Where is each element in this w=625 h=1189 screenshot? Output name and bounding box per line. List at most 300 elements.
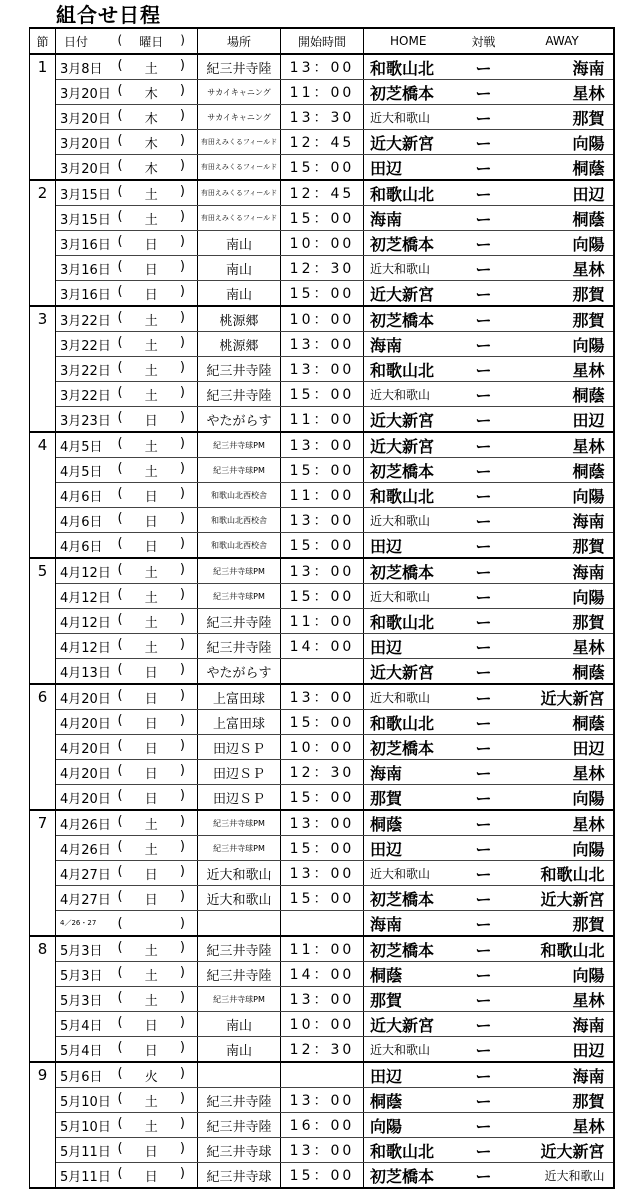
home-team: 近大新宮 [364,1012,456,1037]
paren-open: ( [117,813,123,829]
day-of-week: 日 [144,867,158,883]
vs-dash: ー [456,332,512,357]
home-team: 海南 [364,911,456,937]
venue: 紀三井寺球PM [198,987,281,1012]
vs-dash: ー [456,155,512,181]
round-number [30,1113,56,1138]
paren-open: ( [117,510,123,526]
vs-dash: ー [456,987,512,1012]
paren-open: ( [117,435,123,451]
day-of-week: 木 [144,161,158,177]
round-number: 5 [30,558,56,584]
paren-close: ) [179,82,185,98]
paren-open: ( [117,258,123,274]
match-day-of-week [118,1088,198,1113]
paren-close: ) [179,1065,185,1081]
match-day-of-week [118,130,198,155]
vs-dash: ー [456,508,512,533]
paren-close: ) [179,409,185,425]
round-number [30,861,56,886]
day-of-week: 土 [144,363,158,379]
vs-dash: ー [456,80,512,105]
match-date: 4月20日 [56,735,118,760]
away-team: 向陽 [512,130,614,155]
paren-close: ) [179,661,185,677]
away-team: 海南 [512,54,614,80]
match-day-of-week [118,836,198,861]
paren-open: ( [117,1140,123,1156]
paren-open: ( [117,1165,123,1181]
day-of-week: 日 [144,413,158,429]
home-team: 和歌山北 [364,710,456,735]
vs-dash: ー [456,911,512,937]
paren-open: ( [117,989,123,1005]
away-team: 星林 [512,987,614,1012]
match-day-of-week [118,1037,198,1063]
header-paren-close: ) [180,32,185,47]
header-away: AWAY [512,28,614,54]
match-day-of-week [118,508,198,533]
away-team: 向陽 [512,231,614,256]
paren-close: ) [179,838,185,854]
header-time: 開始時間 [281,28,364,54]
table-row [30,810,614,836]
vs-dash: ー [456,558,512,584]
vs-dash: ー [456,609,512,634]
day-of-week: 土 [144,187,158,203]
away-team: 那賀 [512,911,614,937]
match-date: 3月20日 [56,105,118,130]
match-date: 4月12日 [56,634,118,659]
paren-close: ) [179,964,185,980]
paren-open: ( [117,687,123,703]
vs-dash: ー [456,936,512,962]
home-team: 近大新宮 [364,130,456,155]
match-day-of-week [118,382,198,407]
match-date: 5月4日 [56,1037,118,1063]
paren-close: ) [179,132,185,148]
paren-open: ( [117,334,123,350]
match-date: 5月11日 [56,1163,118,1189]
home-team: 初芝橋本 [364,1163,456,1189]
start-time: 13：00 [281,810,364,836]
paren-close: ) [179,1090,185,1106]
match-date: 4月26日 [56,836,118,861]
home-team: 田辺 [364,533,456,559]
paren-open: ( [117,964,123,980]
match-date: 4月5日 [56,432,118,458]
day-of-week: 土 [144,1094,158,1110]
home-team: 田辺 [364,836,456,861]
home-team: 和歌山北 [364,609,456,634]
paren-open: ( [117,863,123,879]
match-date: 4月12日 [56,609,118,634]
home-team: 初芝橋本 [364,735,456,760]
away-team: 桐蔭 [512,710,614,735]
venue: 有田えみくるフィールド [198,206,281,231]
venue: 有田えみくるフィールド [198,180,281,206]
table-row [30,407,614,433]
paren-open: ( [117,208,123,224]
away-team: 海南 [512,1062,614,1088]
table-row [30,558,614,584]
start-time: 13：00 [281,357,364,382]
paren-open: ( [117,561,123,577]
home-team: 初芝橋本 [364,306,456,332]
away-team: 向陽 [512,836,614,861]
home-team: 近大和歌山 [364,861,456,886]
vs-dash: ー [456,357,512,382]
match-date: 4／26・27 [56,911,118,937]
home-team: 近大新宮 [364,281,456,307]
table-row [30,785,614,811]
day-of-week: 土 [144,1119,158,1135]
day-of-week: 土 [144,817,158,833]
match-date: 4月12日 [56,584,118,609]
table-row [30,584,614,609]
start-time [281,1062,364,1088]
start-time: 11：00 [281,609,364,634]
home-team: 桐蔭 [364,810,456,836]
match-date: 5月10日 [56,1088,118,1113]
vs-dash: ー [456,836,512,861]
venue: 紀三井寺球 [198,1138,281,1163]
table-row [30,1012,614,1037]
header-paren-open: ( [117,32,123,47]
day-of-week: 日 [144,489,158,505]
home-team: 田辺 [364,1062,456,1088]
vs-dash: ー [456,584,512,609]
match-day-of-week [118,206,198,231]
venue: 紀三井寺球PM [198,458,281,483]
table-row [30,886,614,911]
away-team: 和歌山北 [512,936,614,962]
paren-close: ) [179,1014,185,1030]
home-team: 初芝橋本 [364,80,456,105]
round-number [30,80,56,105]
round-number [30,634,56,659]
home-team: 那賀 [364,785,456,811]
start-time: 13：00 [281,861,364,886]
round-number [30,206,56,231]
venue: やたがらす [198,659,281,685]
match-day-of-week [118,987,198,1012]
match-day-of-week [118,533,198,559]
venue: 上富田球 [198,710,281,735]
table-row [30,1163,614,1189]
home-team: 近大和歌山 [364,508,456,533]
table-row [30,634,614,659]
table-row [30,155,614,181]
home-team: 那賀 [364,987,456,1012]
paren-open: ( [117,915,123,931]
paren-close: ) [179,888,185,904]
table-row [30,281,614,307]
match-day-of-week [118,54,198,80]
match-date: 3月16日 [56,281,118,307]
vs-dash: ー [456,180,512,206]
paren-close: ) [179,208,185,224]
paren-close: ) [179,535,185,551]
match-date: 3月22日 [56,357,118,382]
round-number [30,659,56,685]
home-team: 近大和歌山 [364,584,456,609]
paren-open: ( [117,283,123,299]
match-day-of-week [118,432,198,458]
round-number [30,609,56,634]
home-team: 向陽 [364,1113,456,1138]
match-date: 4月27日 [56,886,118,911]
paren-close: ) [179,460,185,476]
match-date: 4月26日 [56,810,118,836]
round-number [30,911,56,937]
home-team: 田辺 [364,634,456,659]
paren-close: ) [179,939,185,955]
venue: 近大和歌山 [198,886,281,911]
match-day-of-week [118,281,198,307]
header-round: 節 [30,28,56,54]
match-day-of-week [118,760,198,785]
venue: やたがらす [198,407,281,433]
paren-close: ) [179,687,185,703]
match-date: 3月16日 [56,231,118,256]
day-of-week: 土 [144,968,158,984]
paren-open: ( [117,384,123,400]
home-team: 初芝橋本 [364,458,456,483]
away-team: 星林 [512,760,614,785]
match-date: 3月15日 [56,206,118,231]
day-of-week: 木 [144,86,158,102]
start-time: 14：00 [281,634,364,659]
header-vs: 対戦 [456,28,512,54]
start-time: 15：00 [281,584,364,609]
table-row [30,206,614,231]
venue: 紀三井寺陸 [198,609,281,634]
away-team: 海南 [512,508,614,533]
table-row [30,458,614,483]
match-date: 5月3日 [56,936,118,962]
home-team: 初芝橋本 [364,231,456,256]
round-number: 9 [30,1062,56,1088]
match-day-of-week [118,558,198,584]
table-row [30,256,614,281]
start-time: 11：00 [281,407,364,433]
match-day-of-week [118,810,198,836]
away-team: 和歌山北 [512,861,614,886]
table-row [30,861,614,886]
start-time: 10：00 [281,735,364,760]
paren-close: ) [179,485,185,501]
table-row [30,54,614,80]
round-number [30,533,56,559]
match-date: 4月13日 [56,659,118,685]
paren-close: ) [179,1115,185,1131]
round-number [30,886,56,911]
home-team: 桐蔭 [364,962,456,987]
paren-open: ( [117,1014,123,1030]
match-day-of-week [118,105,198,130]
table-row [30,382,614,407]
vs-dash: ー [456,281,512,307]
table-row [30,1037,614,1063]
day-of-week: 土 [144,842,158,858]
table-row [30,659,614,685]
match-day-of-week [118,911,198,937]
venue: 南山 [198,281,281,307]
paren-close: ) [179,283,185,299]
vs-dash: ー [456,1113,512,1138]
venue: サカイキャニング [198,80,281,105]
start-time: 15：00 [281,281,364,307]
match-day-of-week [118,634,198,659]
paren-open: ( [117,82,123,98]
start-time: 16：00 [281,1113,364,1138]
table-row [30,760,614,785]
match-day-of-week [118,886,198,911]
away-team: 星林 [512,1113,614,1138]
start-time: 15：00 [281,458,364,483]
match-date: 5月3日 [56,987,118,1012]
paren-close: ) [179,183,185,199]
round-number: 6 [30,684,56,710]
round-number: 7 [30,810,56,836]
paren-close: ) [179,233,185,249]
day-of-week: 日 [144,1018,158,1034]
round-number [30,710,56,735]
paren-open: ( [117,636,123,652]
match-day-of-week [118,1113,198,1138]
venue: 紀三井寺球PM [198,432,281,458]
table-row [30,80,614,105]
paren-close: ) [179,107,185,123]
table-row [30,911,614,937]
day-of-week: 日 [144,1043,158,1059]
start-time: 10：00 [281,231,364,256]
day-of-week: 日 [144,766,158,782]
round-number [30,155,56,181]
home-team: 海南 [364,760,456,785]
round-number [30,962,56,987]
home-team: 近大和歌山 [364,256,456,281]
vs-dash: ー [456,206,512,231]
paren-open: ( [117,737,123,753]
venue: 紀三井寺球 [198,1163,281,1189]
match-date: 3月22日 [56,306,118,332]
start-time: 10：00 [281,306,364,332]
day-of-week: 日 [144,1169,158,1185]
away-team: 星林 [512,432,614,458]
away-team: 星林 [512,357,614,382]
venue: 田辺ＳＰ [198,760,281,785]
venue: 紀三井寺陸 [198,936,281,962]
away-team: 星林 [512,80,614,105]
paren-open: ( [117,359,123,375]
table-row [30,987,614,1012]
paren-close: ) [179,258,185,274]
table-row [30,936,614,962]
paren-open: ( [117,838,123,854]
paren-close: ) [179,1140,185,1156]
start-time: 12：45 [281,130,364,155]
home-team: 桐蔭 [364,1088,456,1113]
paren-close: ) [179,1039,185,1055]
vs-dash: ー [456,861,512,886]
start-time: 13：00 [281,987,364,1012]
vs-dash: ー [456,962,512,987]
venue [198,1062,281,1088]
vs-dash: ー [456,659,512,685]
match-date: 3月23日 [56,407,118,433]
match-date: 5月10日 [56,1113,118,1138]
match-day-of-week [118,256,198,281]
match-date: 3月20日 [56,80,118,105]
table-row [30,735,614,760]
vs-dash: ー [456,432,512,458]
paren-open: ( [117,1090,123,1106]
table-row [30,533,614,559]
table-row [30,180,614,206]
day-of-week: 土 [144,565,158,581]
paren-open: ( [117,1115,123,1131]
vs-dash: ー [456,886,512,911]
venue: サカイキャニング [198,105,281,130]
away-team: 桐蔭 [512,206,614,231]
match-date: 3月8日 [56,54,118,80]
match-day-of-week [118,407,198,433]
start-time: 11：00 [281,80,364,105]
venue: 紀三井寺球PM [198,584,281,609]
vs-dash: ー [456,483,512,508]
match-date: 4月5日 [56,458,118,483]
day-of-week: 日 [144,514,158,530]
start-time [281,911,364,937]
away-team: 向陽 [512,584,614,609]
venue: 田辺ＳＰ [198,785,281,811]
day-of-week: 土 [144,993,158,1009]
day-of-week: 土 [144,61,158,77]
start-time: 14：00 [281,962,364,987]
vs-dash: ー [456,54,512,80]
paren-close: ) [179,989,185,1005]
match-day-of-week [118,306,198,332]
start-time: 15：00 [281,710,364,735]
table-row [30,231,614,256]
day-of-week: 土 [144,212,158,228]
vs-dash: ー [456,735,512,760]
venue: 有田えみくるフィールド [198,130,281,155]
paren-close: ) [179,636,185,652]
home-team: 田辺 [364,155,456,181]
away-team: 近大和歌山 [512,1163,614,1189]
day-of-week: 土 [144,313,158,329]
home-team: 初芝橋本 [364,936,456,962]
vs-dash: ー [456,306,512,332]
venue: 桃源郷 [198,332,281,357]
venue: 紀三井寺陸 [198,1113,281,1138]
away-team: 那賀 [512,105,614,130]
venue: 南山 [198,1037,281,1063]
start-time: 13：00 [281,1088,364,1113]
venue: 南山 [198,231,281,256]
start-time: 15：00 [281,206,364,231]
match-day-of-week [118,332,198,357]
day-of-week: 日 [144,262,158,278]
match-day-of-week [118,609,198,634]
away-team: 星林 [512,810,614,836]
vs-dash: ー [456,1088,512,1113]
match-date: 3月20日 [56,130,118,155]
round-number: 8 [30,936,56,962]
